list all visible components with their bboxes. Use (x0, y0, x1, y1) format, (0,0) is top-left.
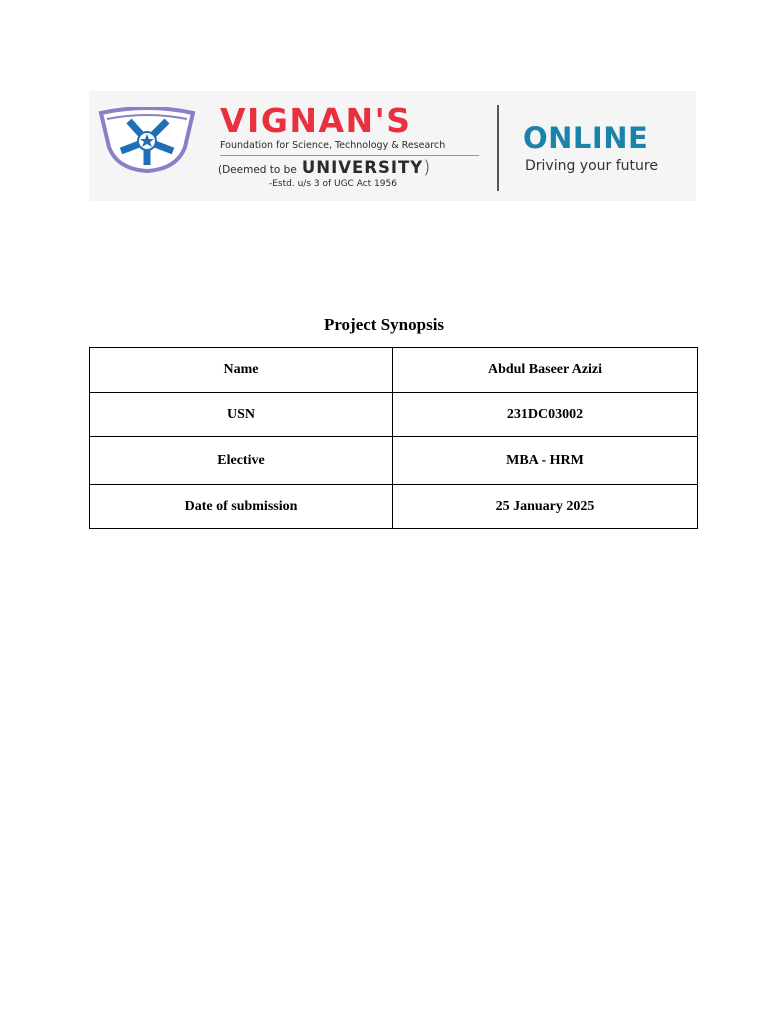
row-label: Elective (90, 437, 393, 485)
university-emblem-icon (97, 107, 197, 173)
row-value: 25 January 2025 (393, 485, 698, 529)
table-row (90, 348, 698, 393)
deemed-prefix: (Deemed to be (218, 164, 297, 176)
row-label: Date of submission (90, 485, 393, 529)
table-row (90, 485, 698, 529)
brand-name-text: VIGNAN'S (220, 101, 412, 140)
row-label: USN (90, 393, 393, 437)
details-table (89, 347, 698, 529)
online-tagline: Driving your future (525, 158, 658, 174)
deemed-university: UNIVERSITY (301, 158, 424, 177)
brand-rule (220, 155, 479, 156)
row-value: MBA - HRM (393, 437, 698, 485)
header-banner (89, 91, 696, 201)
established-note: -Estd. u/s 3 of UGC Act 1956 (269, 179, 397, 189)
document-title: Project Synopsis (323, 315, 445, 334)
row-label: Name (90, 348, 393, 393)
online-wordmark: ONLINE (523, 121, 649, 155)
row-value: 231DC03002 (393, 393, 698, 437)
brand-name (220, 103, 412, 139)
table-row (90, 393, 698, 437)
row-value: Abdul Baseer Azizi (393, 348, 698, 393)
table-row (90, 437, 698, 485)
brand-subtitle: Foundation for Science, Technology & Research (220, 140, 446, 151)
banner-divider (497, 105, 499, 191)
deemed-suffix: ) (423, 157, 431, 178)
deemed-university-line (218, 157, 430, 181)
